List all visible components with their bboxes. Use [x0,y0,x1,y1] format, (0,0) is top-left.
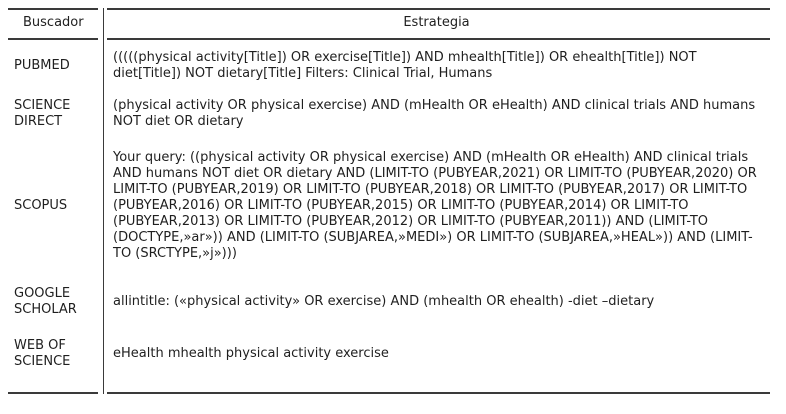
table-row-scopus [8,150,770,262]
buscador-cell: PUBMED [14,58,70,73]
estrategia-cell: (physical activity OR physical exercise) AND (mHealth OR eHealth) AND clinical trials AND humans NOT diet OR dietary [113,98,756,129]
buscador-cell: WEB OF SCIENCE [14,338,71,369]
estrategia-cell: allintitle: («physical activity» OR exercise) AND (mhealth OR ehealth) -diet –dietary [113,294,655,309]
estrategia-cell: Your query: ((physical activity OR physical exercise) AND (mHealth OR eHealth) AND clinical trials AND humans NOT diet OR dietary AND (LIMIT-TO (PUBYEAR,2021) OR LIMIT-TO (PUBYEAR,2020) OR LIMIT-TO (PUBYEAR,2019) OR LIMIT-TO (PUBYEAR,2018) OR LIMIT-TO (PUBYEAR,2017) OR LIMIT-TO (PUBYEAR,2016) OR LIMIT-TO (PUBYEAR,2015) OR LIMIT-TO (PUBYEAR,2014) OR LIMIT-TO (PUBYEAR,2013) OR LIMIT-TO (PUBYEAR,2012) OR LIMIT-TO (PUBYEAR,2011)) AND (LIMIT-TO (DOCTYPE,»ar»)) AND (LIMIT-TO (SUBJAREA,»MEDI») OR LIMIT-TO (SUBJAREA,»HEAL»)) AND (LIMIT-TO (SRCTYPE,»j»))) [113,150,757,261]
buscador-cell: GOOGLE SCHOLAR [14,286,77,317]
estrategia-cell: eHealth mhealth physical activity exercise [113,346,389,361]
column-header-buscador: Buscador [23,15,84,30]
buscador-cell: SCIENCE DIRECT [14,98,71,129]
table-row-science-direct [8,98,770,130]
table-row-google-scholar [8,286,770,318]
table-bottom-rule [8,392,770,394]
estrategia-cell: (((((physical activity[Title]) OR exercise[Title]) AND mhealth[Title]) OR ehealth[Title]) NOT diet[Title]) NOT dietary[Title] Filters: Clinical Trial, Humans [113,50,697,81]
search-strategies-table [8,8,770,394]
buscador-cell: SCOPUS [14,198,68,213]
column-header-estrategia: Estrategia [403,15,470,30]
table-row-pubmed [8,50,770,82]
table-header-row [8,8,770,38]
table-body [8,39,770,370]
table-row-web-of-science [8,338,770,370]
